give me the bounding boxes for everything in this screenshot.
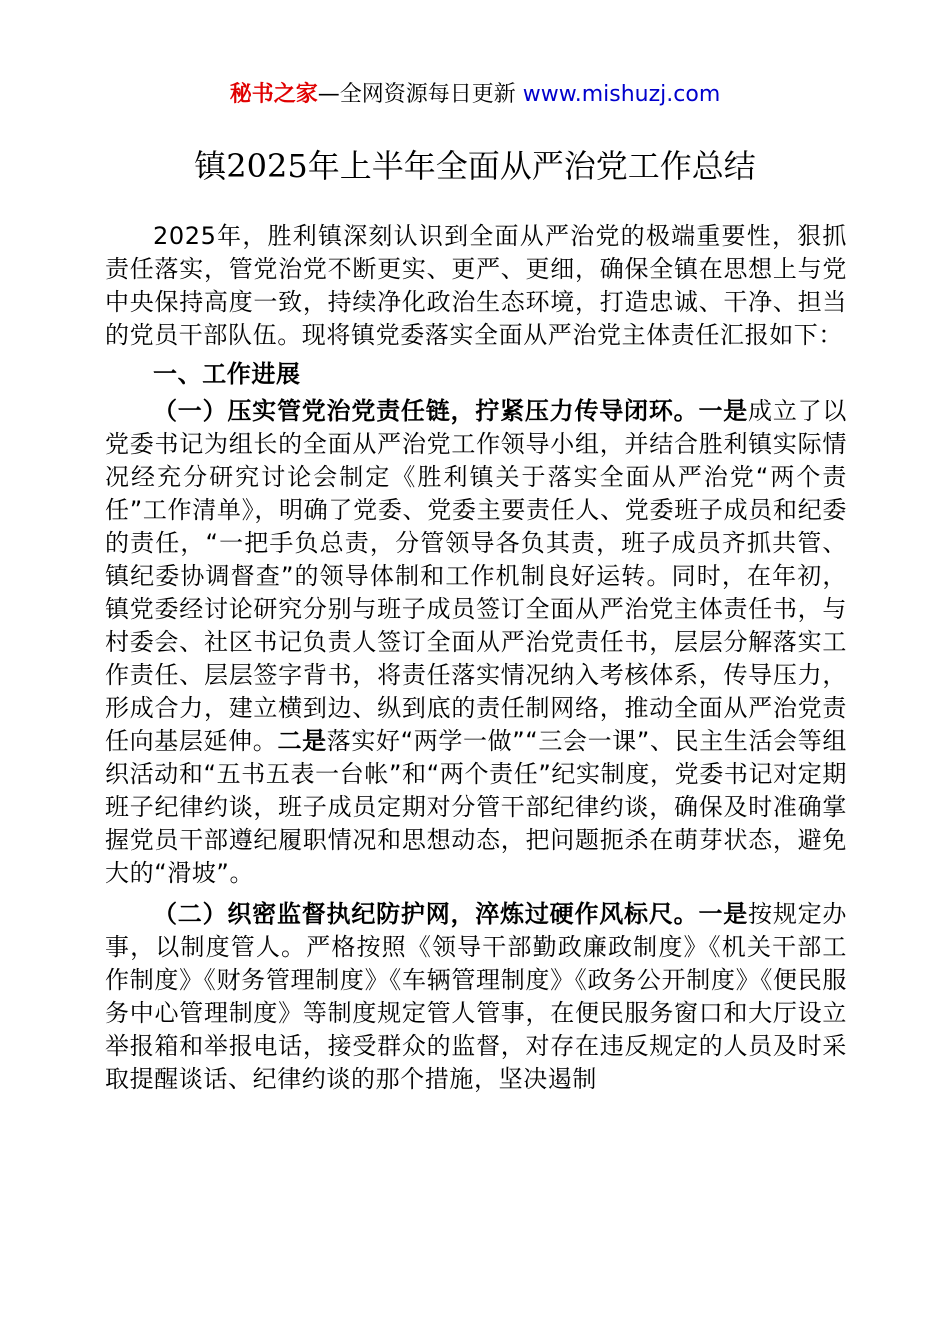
site-tagline: —全网资源每日更新 [317, 82, 523, 107]
paragraph-supervision-net [105, 898, 847, 1096]
site-header [0, 80, 950, 110]
point-marker: 一是 [698, 397, 749, 425]
paragraph-responsibility-chain [105, 395, 847, 890]
document-body [105, 220, 847, 1096]
paragraph-text: 落实好“两学一做”“三会一课”、民主生活会等组织活动和“五书五表一台帐”和“两个责任”纪实制度，党委书记对定期班子纪律约谈，班子成员定期对分管干部纪律约谈，确保及时准确掌握党员干部遵纪履职情况和思想动态，把问题扼杀在萌芽状态，避免大的“滑坡”。 [105, 727, 847, 887]
site-brand: 秘书之家 [229, 82, 318, 107]
paragraph-lead: （一）压实管党治党责任链，拧紧压力传导闭环。 [153, 397, 699, 425]
paragraph-lead: （二）织密监督执纪防护网，淬炼过硬作风标尺。 [153, 900, 699, 928]
point-marker: 二是 [277, 727, 327, 755]
paragraph-text: 成立了以党委书记为组长的全面从严治党工作领导小组，并结合胜利镇实际情况经充分研究讨论会制定《胜利镇关于落实全面从严治党“两个责任”工作清单》，明确了党委、党委主要责任人、党委班子成员和纪委的责任，“一把手负总责，分管领导各负其责，班子成员齐抓共管、镇纪委协调督查”的领导体制和工作机制良好运转。同时，在年初，镇党委经讨论研究分别与班子成员签订全面从严治党主体责任书，与村委会、社区书记负责人签订全面从严治党责任书，层层分解落实工作责任、层层签字背书，将责任落实情况纳入考核体系，传导压力，形成合力，建立横到边、纵到底的责任制网络，推动全面从严治党责任向基层延伸。 [105, 397, 848, 755]
section-heading-work-progress: 一、工作进展 [153, 360, 301, 388]
document-title: 镇2025年上半年全面从严治党工作总结 [194, 147, 756, 185]
intro-paragraph: 2025年，胜利镇深刻认识到全面从严治党的极端重要性，狠抓责任落实，管党治党不断更实、更严、更细，确保全镇在思想上与党中央保持高度一致，持续净化政治生态环境，打造忠诚、干净、担当的党员干部队伍。现将镇党委落实全面从严治党主体责任汇报如下： [105, 222, 847, 349]
site-url[interactable]: www.mishuzj.com [522, 82, 721, 107]
point-marker: 一是 [698, 900, 749, 928]
paragraph-text: 按规定办事，以制度管人。严格按照《领导干部勤政廉政制度》《机关干部工作制度》《财务管理制度》《车辆管理制度》《政务公开制度》《便民服务中心管理制度》等制度规定管人管事，在便民服务窗口和大厅设立举报箱和举报电话，接受群众的监督，对存在违反规定的人员及时采取提醒谈话、纪律约谈的那个措施，坚决遏制 [105, 900, 848, 1093]
